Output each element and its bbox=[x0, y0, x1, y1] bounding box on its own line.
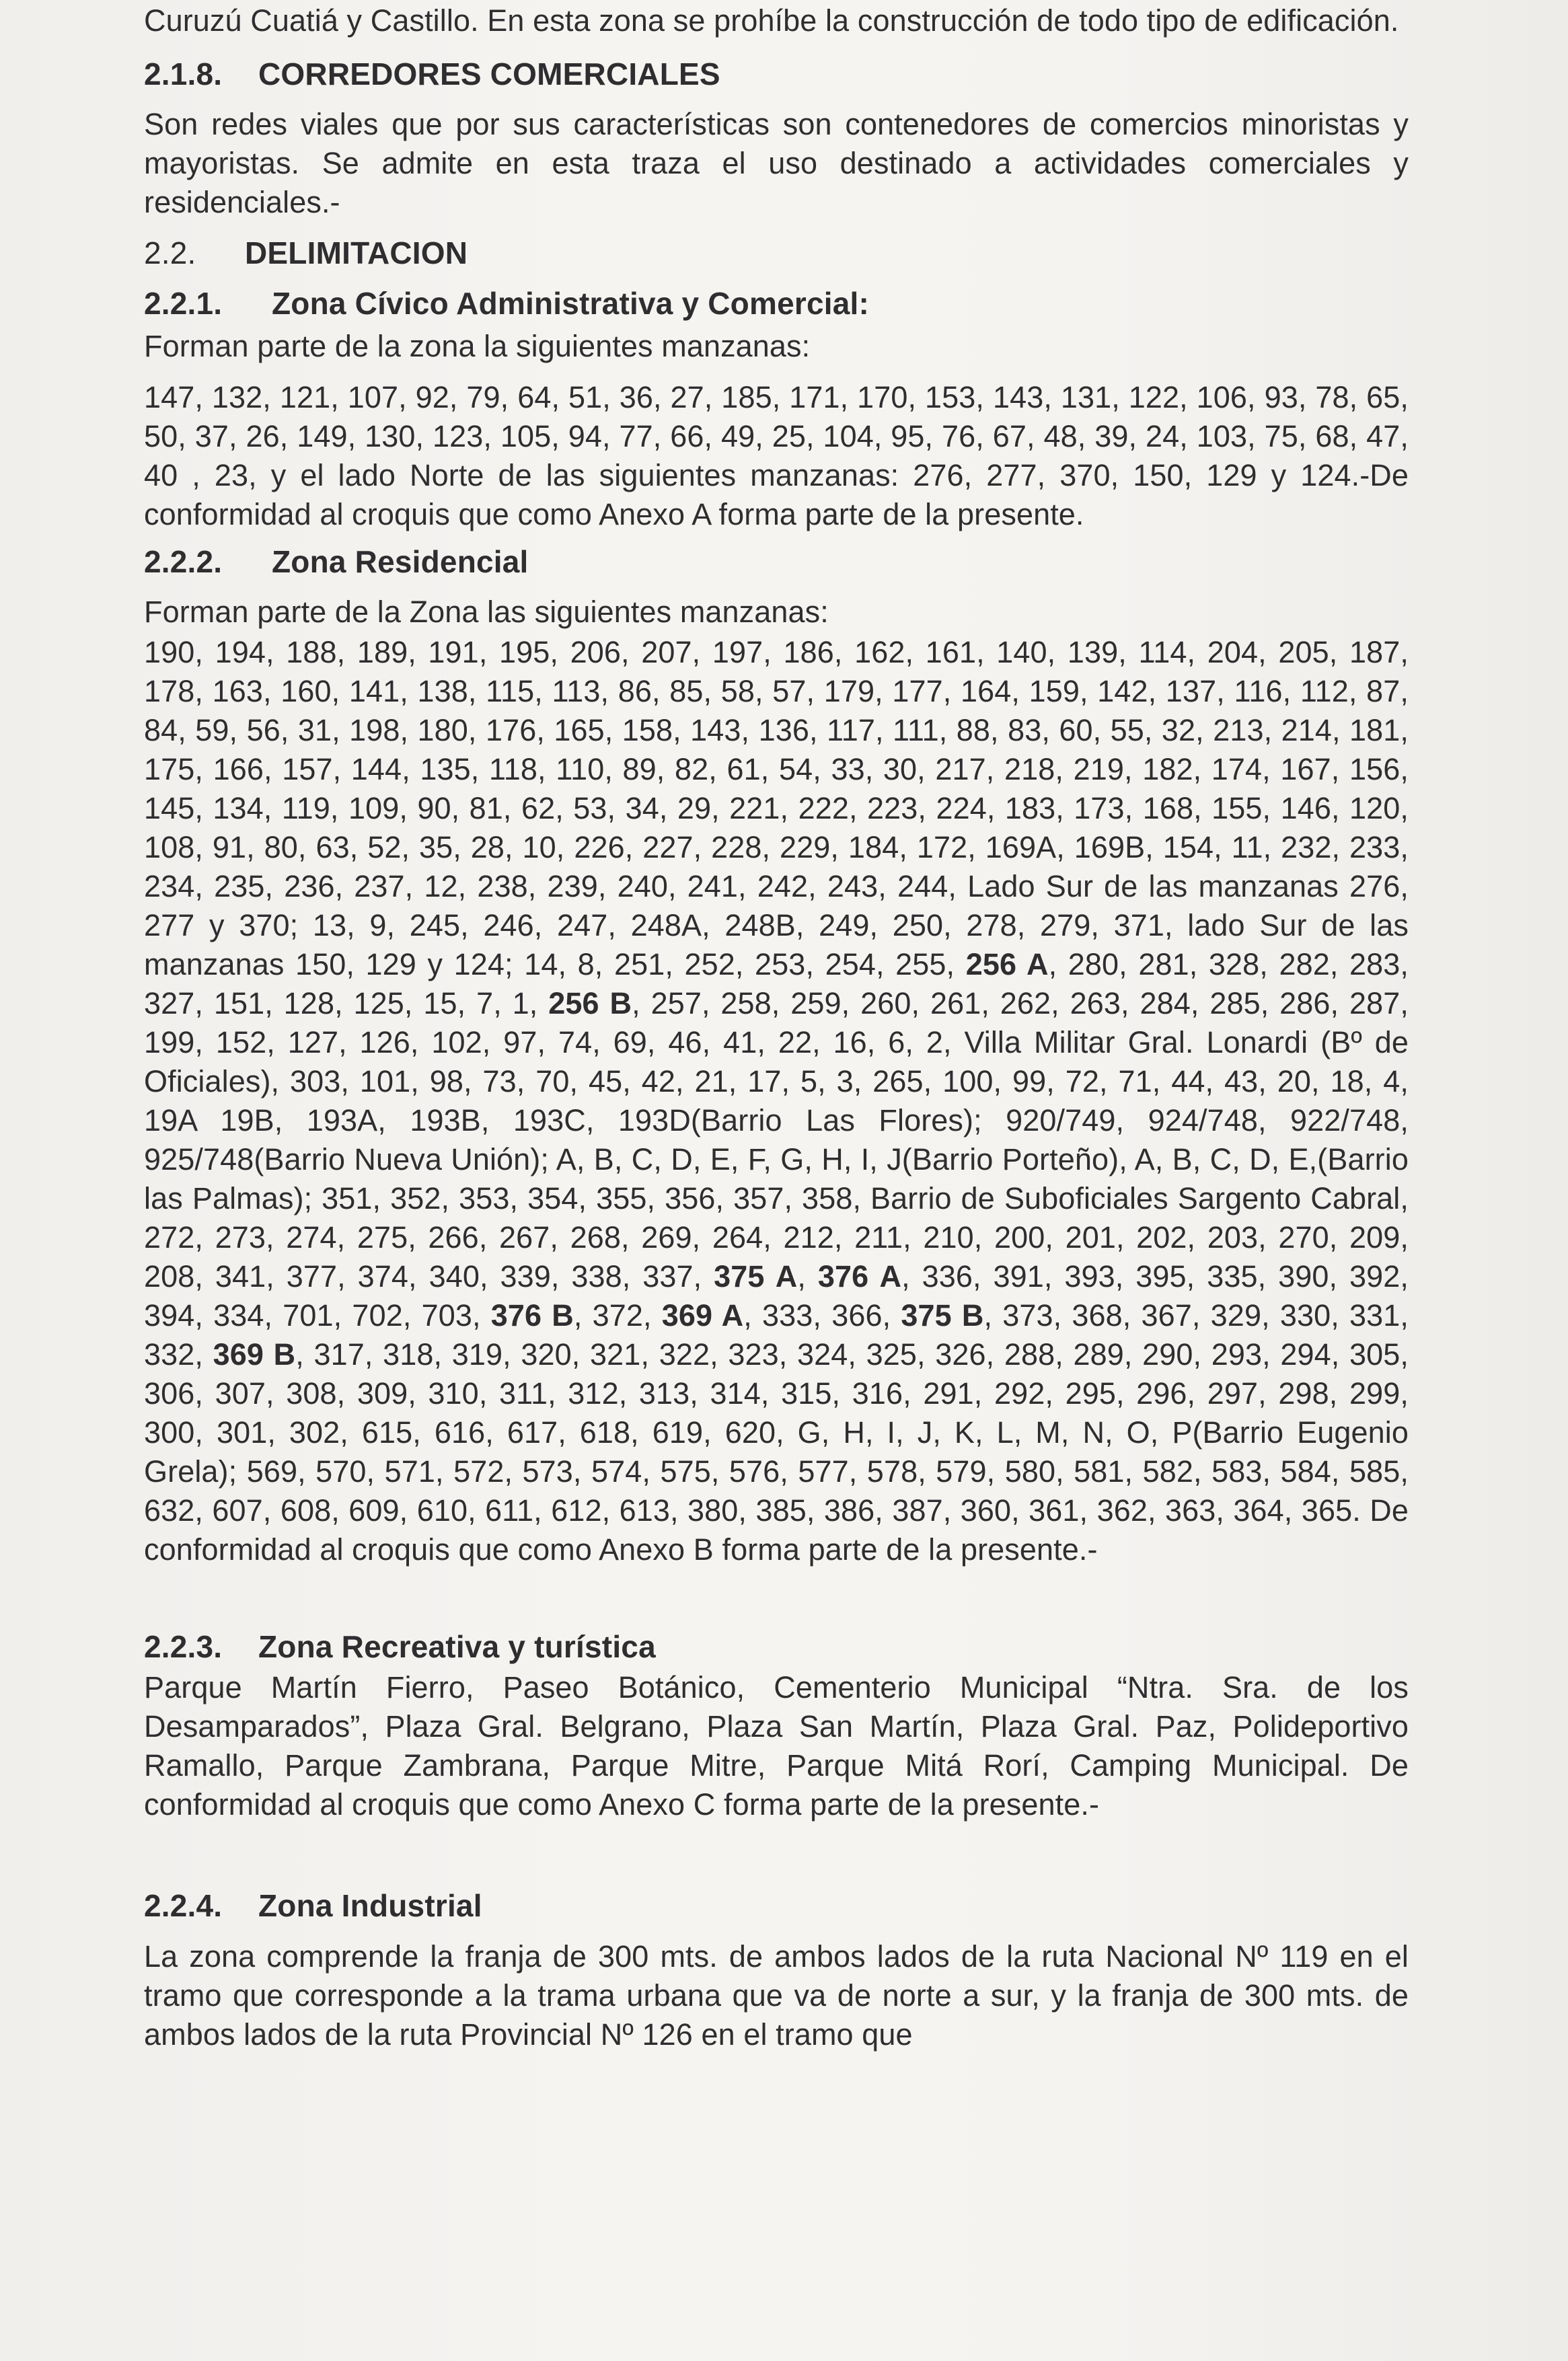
section-number: 2.2. bbox=[144, 235, 196, 270]
section-2-1-8-paragraph: Son redes viales que por sus características son contenedores de comercios minoristas y mayoristas. Se admite en esta traza el uso destinado a actividades comerciales y residenciales.- bbox=[144, 107, 1409, 219]
bold-manzana: 375 B bbox=[901, 1298, 984, 1333]
section-title: CORREDORES COMERCIALES bbox=[258, 57, 720, 91]
section-number: 2.1.8. bbox=[144, 57, 223, 91]
section-number: 2.2.2. bbox=[144, 544, 223, 579]
section-title: Zona Industrial bbox=[258, 1888, 482, 1923]
section-number: 2.2.1. bbox=[144, 286, 223, 321]
section-2-2-4-paragraph: La zona comprende la franja de 300 mts. de ambos lados de la ruta Nacional Nº 119 en el tramo que corresponde a la trama urbana que va de norte a sur, y la franja de 300 mts. de ambos lados de la ruta Provincial Nº 126 en el tramo que bbox=[144, 1939, 1409, 2052]
section-heading-2-2-3 bbox=[144, 1627, 1409, 1666]
section-heading-2-1-8 bbox=[144, 54, 1409, 93]
bold-manzana: 369 A bbox=[661, 1298, 744, 1333]
section-number: 2.2.4. bbox=[144, 1888, 223, 1923]
page-content bbox=[144, 0, 1409, 2054]
section-heading-2-2-4 bbox=[144, 1886, 1409, 1925]
section-number: 2.2.3. bbox=[144, 1629, 223, 1664]
section-title: DELIMITACION bbox=[245, 235, 468, 270]
section-2-2-3-paragraph: Parque Martín Fierro, Paseo Botánico, Cementerio Municipal “Ntra. Sra. de los Desamparados”, Plaza Gral. Belgrano, Plaza San Martín, Plaza Gral. Paz, Polideportivo Ramallo, Parque Zambrana, Parque Mitre, Parque Mitá Rorí, Camping Municipal. De conformidad al croquis que como Anexo C forma parte de la presente.- bbox=[144, 1670, 1409, 1822]
section-2-2-2-manzanas-list: 190, 194, 188, 189, 191, 195, 206, 207, 197, 186, 162, 161, 140, 139, 114, 204, 205, 187, 178, 163, 160, 141, 138, 115, 113, 86, 85, 58, 57, 179, 177, 164, 159, 142, 137, 116, 112, 87, 84, 59, 56, 31, 198, 180, 176, 165, 158, 143, 136, 117, 111, 88, 83, 60, 55, 32, 213, 214, 181, 175, 166, 157, 144, 135, 118, 110, 89, 82, 61, 54, 33, 30, 217, 218, 219, 182, 174, 167, 156, 145, 134, 119, 109, 90, 81, 62, 53, 34, 29, 221, 222, 223, 224, 183, 173, 168, 155, 146, 120, 108, 91, 80, 63, 52, 35, 28, 10, 226, 227, 228, 229, 184, 172, 169A, 169B, 154, 11, 232, 233, 234, 235, 236, 237, 12, 238, 239, 240, 241, 242, 243, 244, Lado Sur de las manzanas 276, 277 y 370; 13, 9, 245, 246, 247, 248A, 248B, 249, 250, 278, 279, 371, lado Sur de las manzanas 150, 129 y 124; 14, 8, 251, 252, 253, 254, 255, 256 A, 280, 281, 328, 282, 283, 327, 151, 128, 125, 15, 7, 1, 256 B, 257, 258, 259, 260, 261, 262, 263, 284, 285, 286, 287, 199, 152, 127, 126, 102, 97, 74, 69, 46, 41, 22, 16, 6, 2, Villa Militar Gral. Lonardi (Bº de Oficiales), 303, 101, 98, 73, 70, 45, 42, 21, 17, 5, 3, 265, 100, 99, 72, 71, 44, 43, 20, 18, 4, 19A 19B, 193A, 193B, 193C, 193D(Barrio Las Flores); 920/749, 924/748, 922/748, 925/748(Barrio Nueva Unión); A, B, C, D, E, F, G, H, I, J(Barrio Porteño), A, B, C, D, E,(Barrio las Palmas); 351, 352, 353, 354, 355, 356, 357, 358, Barrio de Suboficiales Sargento Cabral, 272, 273, 274, 275, 266, 267, 268, 269, 264, 212, 211, 210, 200, 201, 202, 203, 270, 209, 208, 341, 377, 374, 340, 339, 338, 337, 375 A, 376 A, 336, 391, 393, 395, 335, 390, 392, 394, 334, 701, 702, 703, 376 B, 372, 369 A, 333, 366, 375 B, 373, 368, 367, 329, 330, 331, 332, 369 B, 317, 318, 319, 320, 321, 322, 323, 324, 325, 326, 288, 289, 290, 293, 294, 305, 306, 307, 308, 309, 310, 311, 312, 313, 314, 315, 316, 291, 292, 295, 296, 297, 298, 299, 300, 301, 302, 615, 616, 617, 618, 619, 620, G, H, I, J, K, L, M, N, O, P(Barrio Eugenio Grela); 569, 570, 571, 572, 573, 574, 575, 576, 577, 578, 579, 580, 581, 582, 583, 584, 585, 632, 607, 608, 609, 610, 611, 612, 613, 380, 385, 386, 387, 360, 361, 362, 363, 364, 365. De conformidad al croquis que como Anexo B forma parte de la presente.- bbox=[144, 635, 1409, 1567]
section-2-2-1-manzanas-list: 147, 132, 121, 107, 92, 79, 64, 51, 36, 27, 185, 171, 170, 153, 143, 131, 122, 106, 93, 78, 65, 50, 37, 26, 149, 130, 123, 105, 94, 77, 66, 49, 25, 104, 95, 76, 67, 48, 39, 24, 103, 75, 68, 47, 40 , 23, y el lado Norte de las siguientes manzanas: 276, 277, 370, 150, 129 y 124.-De conformidad al croquis que como Anexo A forma parte de la presente. bbox=[144, 380, 1409, 531]
section-2-2-2-lead: Forman parte de la Zona las siguientes manzanas: bbox=[144, 595, 829, 629]
bold-manzana: 256 A bbox=[965, 947, 1049, 981]
intro-paragraph: Curuzú Cuatiá y Castillo. En esta zona se prohíbe la construcción de todo tipo de edificación. bbox=[144, 3, 1399, 38]
bold-manzana: 256 B bbox=[548, 986, 632, 1020]
section-heading-2-2-2 bbox=[144, 542, 1409, 581]
section-title: Zona Cívico Administrativa y Comercial: bbox=[272, 286, 869, 321]
section-2-2-1-lead: Forman parte de la zona la siguientes manzanas: bbox=[144, 329, 811, 363]
bold-manzana: 375 A bbox=[714, 1259, 798, 1294]
section-heading-2-2-1 bbox=[144, 284, 1409, 323]
section-title: Zona Residencial bbox=[272, 544, 529, 579]
bold-manzana: 369 B bbox=[213, 1337, 296, 1372]
section-heading-2-2 bbox=[144, 233, 1409, 272]
section-title: Zona Recreativa y turística bbox=[258, 1629, 656, 1664]
bold-manzana: 376 A bbox=[817, 1259, 902, 1294]
bold-manzana: 376 B bbox=[490, 1298, 574, 1333]
